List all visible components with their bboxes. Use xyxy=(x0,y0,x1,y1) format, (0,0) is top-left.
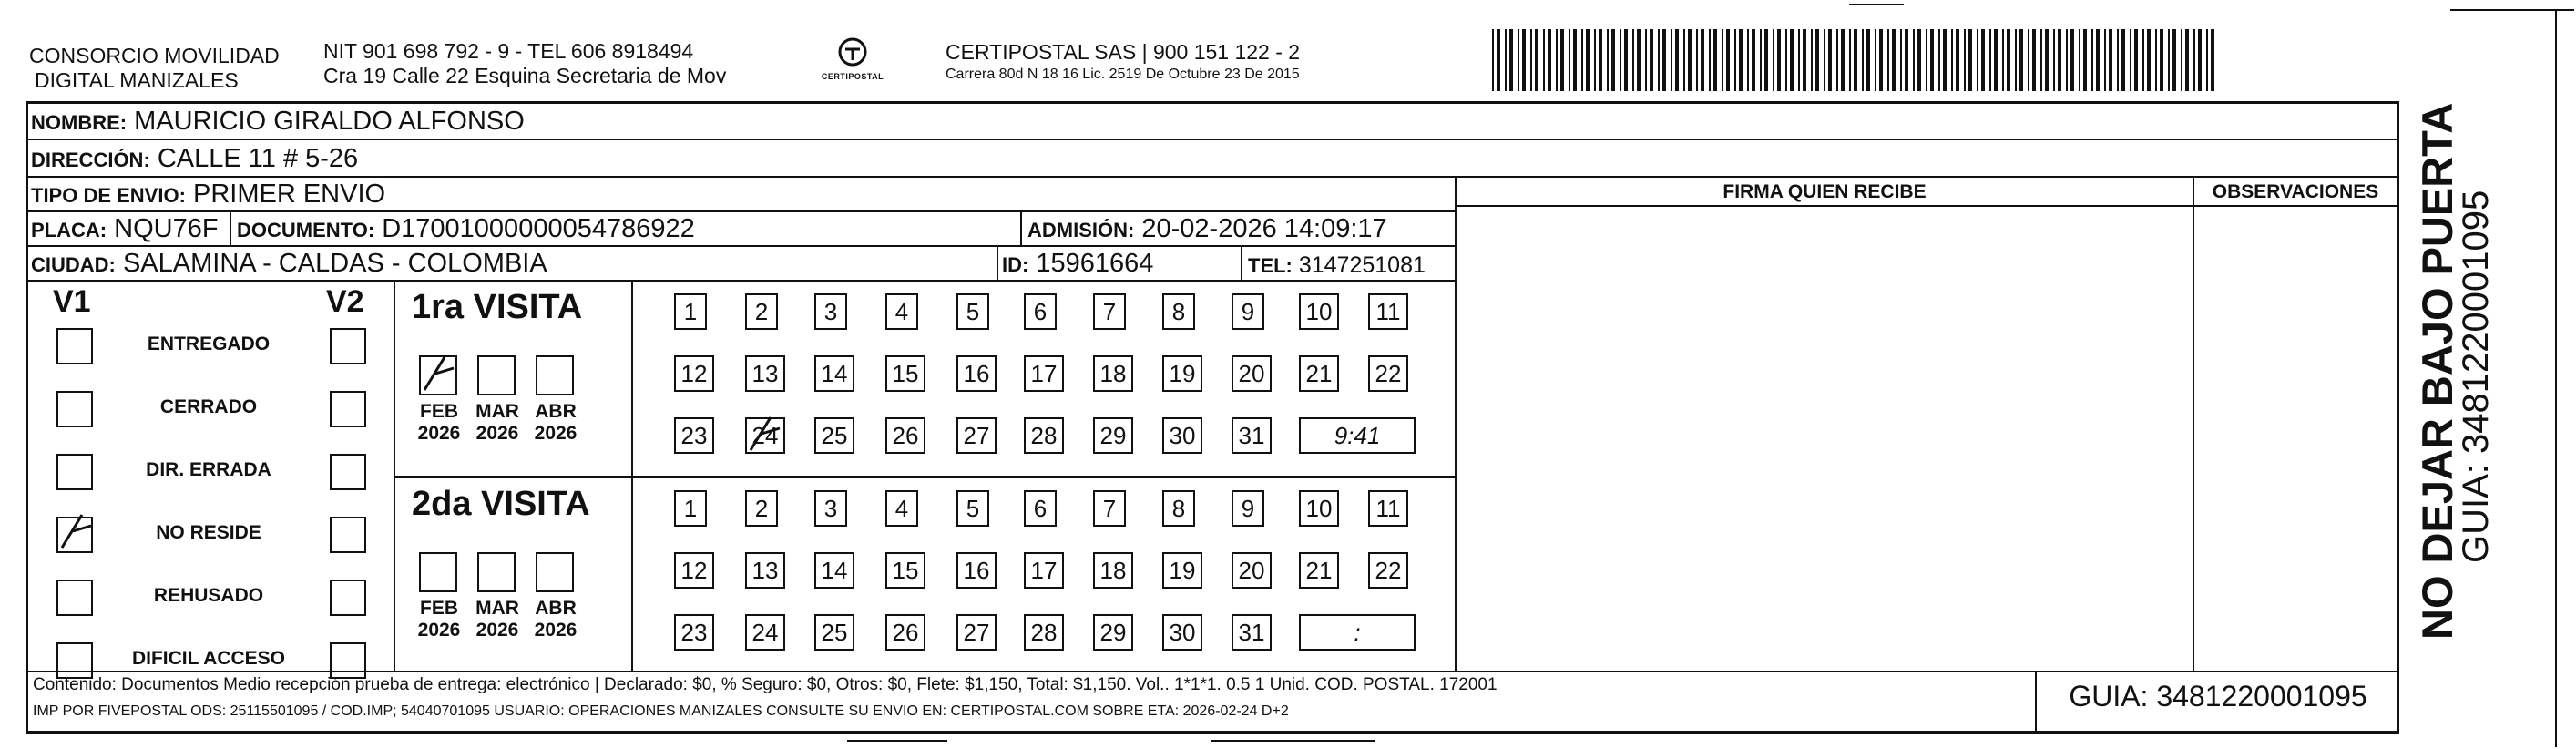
day-box[interactable]: 4 xyxy=(885,293,918,330)
barcode-bar xyxy=(1573,29,1577,91)
barcode-bar xyxy=(1828,29,1832,91)
day-box[interactable]: 27 xyxy=(956,417,997,454)
day-box[interactable]: 19 xyxy=(1162,552,1202,589)
barcode-bar xyxy=(2206,29,2208,91)
day-box[interactable]: 2 xyxy=(745,490,778,527)
company-contact xyxy=(323,39,726,88)
barcode-bar xyxy=(2066,29,2068,91)
name-value: MAURICIO GIRALDO ALFONSO xyxy=(134,107,525,136)
barcode-bar xyxy=(2198,29,2202,91)
visit-time[interactable]: : xyxy=(1299,614,1416,651)
barcode-bar xyxy=(1854,29,1857,91)
month-label: ABR xyxy=(535,598,577,619)
month-checkbox[interactable] xyxy=(536,552,574,592)
day-box[interactable]: 29 xyxy=(1093,614,1133,651)
observations-header: OBSERVACIONES xyxy=(2212,181,2379,202)
barcode-bar xyxy=(1968,29,1972,91)
visit-title: 1ra VISITA xyxy=(412,288,583,326)
barcode-bar xyxy=(2096,29,2100,91)
barcode-bar xyxy=(1709,29,1711,91)
barcode-bar xyxy=(1560,29,1564,91)
day-box[interactable]: 16 xyxy=(956,552,997,589)
month-label: FEB xyxy=(420,598,458,619)
document-row xyxy=(237,213,695,246)
nit-line: NIT 901 698 792 - 9 - TEL 606 8918494 xyxy=(323,39,694,63)
barcode-bar xyxy=(1569,29,1570,91)
barcode-bar xyxy=(1811,29,1813,91)
day-box[interactable]: 24 xyxy=(745,417,785,454)
address-line: Cra 19 Calle 22 Esquina Secretaria de Mov xyxy=(323,64,727,87)
month-label: ABR xyxy=(535,401,577,422)
v2-checkbox[interactable] xyxy=(330,642,366,679)
company-line-2: DIGITAL MANIZALES xyxy=(35,68,239,92)
day-box[interactable]: 18 xyxy=(1093,355,1133,392)
barcode-bar xyxy=(1658,29,1660,91)
day-box[interactable]: 17 xyxy=(1024,552,1064,589)
barcode-bar xyxy=(1752,29,1755,91)
barcode-bar xyxy=(1497,29,1500,91)
barcode-bar xyxy=(1645,29,1647,91)
barcode xyxy=(1492,29,2221,93)
barcode-bar xyxy=(1726,29,1730,91)
barcode-bar xyxy=(1926,29,1927,91)
barcode-bar xyxy=(2181,29,2182,91)
day-box[interactable]: 26 xyxy=(885,614,925,651)
barcode-bar xyxy=(2007,29,2010,91)
id-label: ID: xyxy=(1002,253,1029,276)
tel-label: TEL: xyxy=(1248,254,1293,277)
day-box[interactable]: 9 xyxy=(1232,490,1264,527)
barcode-bar xyxy=(2053,29,2055,91)
barcode-bar xyxy=(1624,29,1628,91)
barcode-bar xyxy=(1548,29,1551,91)
address-value: CALLE 11 # 5-26 xyxy=(157,144,359,173)
check-mark-icon xyxy=(417,354,459,395)
observations-area[interactable] xyxy=(2195,208,2396,670)
day-box[interactable]: 22 xyxy=(1368,552,1408,589)
barcode-bar xyxy=(2058,29,2061,91)
status-option-label: CERRADO xyxy=(159,396,258,417)
barcode-bar xyxy=(1875,29,1876,91)
barcode-bar xyxy=(2079,29,2080,91)
barcode-bar xyxy=(1943,29,1947,91)
barcode-bar xyxy=(2193,29,2195,91)
city-value: SALAMINA - CALDAS - COLOMBIA xyxy=(122,249,547,278)
barcode-bar xyxy=(1632,29,1634,91)
barcode-bar xyxy=(1760,29,1762,91)
barcode-bar xyxy=(1892,29,1896,91)
barcode-bar xyxy=(1556,29,1558,91)
barcode-bar xyxy=(1637,29,1641,91)
barcode-bar xyxy=(1599,29,1602,91)
day-box[interactable]: 29 xyxy=(1093,417,1133,454)
barcode-bar xyxy=(2142,29,2144,91)
barcode-bar xyxy=(2109,29,2112,91)
day-box[interactable]: 25 xyxy=(814,417,854,454)
barcode-bar xyxy=(1824,29,1825,91)
document-value: D17001000000054786922 xyxy=(382,214,695,243)
v1-checkbox[interactable] xyxy=(56,391,93,427)
logo-icon xyxy=(834,36,871,67)
day-box[interactable]: 8 xyxy=(1162,490,1195,527)
barcode-bar xyxy=(2172,29,2176,91)
company-line-1: CONSORCIO MOVILIDAD xyxy=(29,44,280,67)
city-row xyxy=(31,248,547,281)
barcode-bar xyxy=(2130,29,2131,91)
admission-value: 20-02-2026 14:09:17 xyxy=(1141,214,1387,243)
barcode-bar xyxy=(1989,29,1991,91)
side-guia: GUIA: 3481220001095 xyxy=(2456,190,2496,563)
day-box[interactable]: 27 xyxy=(956,614,997,651)
barcode-bar xyxy=(1964,29,1966,91)
day-box[interactable]: 30 xyxy=(1162,417,1202,454)
barcode-bar xyxy=(2045,29,2049,91)
barcode-bar xyxy=(1917,29,1921,91)
id-row xyxy=(1002,248,1153,281)
plate-row xyxy=(31,213,219,246)
barcode-bar xyxy=(1879,29,1883,91)
barcode-bar xyxy=(1535,29,1538,91)
day-box[interactable]: 1 xyxy=(674,293,707,330)
barcode-bar xyxy=(1683,29,1685,91)
footer-guia: GUIA: 3481220001095 xyxy=(2069,680,2367,713)
day-box[interactable]: 30 xyxy=(1162,614,1202,651)
visit-title: 2da VISITA xyxy=(412,485,590,523)
address-row xyxy=(31,143,358,176)
city-label: CIUDAD: xyxy=(31,253,116,276)
v1-header: V1 xyxy=(53,284,91,319)
day-box[interactable]: 5 xyxy=(956,490,989,527)
day-box[interactable]: 28 xyxy=(1024,417,1064,454)
check-mark-icon xyxy=(55,511,97,553)
v2-checkbox[interactable] xyxy=(330,391,366,427)
footer-print-info: IMP POR FIVEPOSTAL ODS: 25115501095 / COD.IMP; 54040701095 USUARIO: OPERACIONES MANIZALES CONSULTE SU ENVIO EN: CERTIPOSTAL.COM SOBRE ETA: 2026-02-24 D+2 xyxy=(33,703,1289,719)
barcode-bar xyxy=(1581,29,1583,91)
barcode-bar xyxy=(2117,29,2119,91)
barcode-bar xyxy=(2040,29,2042,91)
day-box[interactable]: 12 xyxy=(674,355,714,392)
day-box[interactable]: 7 xyxy=(1093,293,1126,330)
day-box[interactable]: 5 xyxy=(956,293,989,330)
barcode-bar xyxy=(2185,29,2189,91)
barcode-bar xyxy=(2211,29,2214,91)
barcode-bar xyxy=(1530,29,1532,91)
day-box[interactable]: 23 xyxy=(674,417,714,454)
barcode-bar xyxy=(1722,29,1723,91)
barcode-bar xyxy=(1662,29,1666,91)
day-box[interactable]: 2 xyxy=(745,293,778,330)
v2-checkbox[interactable] xyxy=(330,517,366,553)
barcode-bar xyxy=(2134,29,2138,91)
id-value: 15961664 xyxy=(1036,249,1154,278)
barcode-bar xyxy=(1900,29,1902,91)
name-row xyxy=(31,106,525,139)
v2-checkbox[interactable] xyxy=(330,580,366,616)
barcode-bar xyxy=(1790,29,1794,91)
month-year: 2026 xyxy=(534,423,578,444)
certipostal-line-2: Carrera 80d N 18 16 Lic. 2519 De Octubre 23 De 2015 xyxy=(946,67,1300,82)
barcode-bar xyxy=(1522,29,1526,91)
barcode-bar xyxy=(1543,29,1545,91)
tel-row xyxy=(1248,250,1426,282)
day-box[interactable]: 24 xyxy=(745,614,785,651)
day-box[interactable]: 1 xyxy=(674,490,707,527)
logo-text: CERTIPOSTAL xyxy=(821,72,884,81)
send-type-row xyxy=(31,179,385,211)
month-checkbox[interactable] xyxy=(477,355,516,395)
barcode-bar xyxy=(2155,29,2157,91)
day-box[interactable]: 19 xyxy=(1162,355,1202,392)
barcode-bar xyxy=(1586,29,1590,91)
certipostal-line-1: CERTIPOSTAL SAS | 900 151 122 - 2 xyxy=(946,40,1301,64)
barcode-bar xyxy=(1492,29,1494,91)
barcode-bar xyxy=(1815,29,1819,91)
barcode-bar xyxy=(1620,29,1621,91)
month-year: 2026 xyxy=(475,423,519,444)
plate-label: PLACA: xyxy=(31,219,107,241)
status-option-label: ENTREGADO xyxy=(147,333,271,354)
barcode-bar xyxy=(2002,29,2004,91)
barcode-bar xyxy=(1701,29,1704,91)
day-box[interactable]: 12 xyxy=(674,552,714,589)
status-option-label: REHUSADO xyxy=(153,585,264,606)
day-box[interactable]: 21 xyxy=(1299,355,1339,392)
tel-value: 3147251081 xyxy=(1298,252,1426,278)
day-box[interactable]: 20 xyxy=(1232,355,1272,392)
certipostal-info xyxy=(946,40,1300,85)
v1-checkbox[interactable] xyxy=(56,454,93,490)
company-name xyxy=(29,44,280,93)
send-type-label: TIPO DE ENVIO: xyxy=(31,184,186,207)
v2-checkbox[interactable] xyxy=(330,454,366,490)
barcode-bar xyxy=(1509,29,1513,91)
barcode-bar xyxy=(2083,29,2087,91)
barcode-bar xyxy=(1862,29,1864,91)
barcode-bar xyxy=(2091,29,2093,91)
barcode-bar xyxy=(1803,29,1806,91)
day-box[interactable]: 28 xyxy=(1024,614,1064,651)
barcode-bar xyxy=(1887,29,1889,91)
day-box[interactable]: 13 xyxy=(745,355,785,392)
day-box[interactable]: 31 xyxy=(1232,614,1272,651)
day-box[interactable]: 11 xyxy=(1368,490,1408,527)
month-label: MAR xyxy=(475,401,519,422)
barcode-bar xyxy=(1938,29,1940,91)
day-box[interactable]: 13 xyxy=(745,552,785,589)
month-year: 2026 xyxy=(417,423,461,444)
address-label: DIRECCIÓN: xyxy=(31,149,150,171)
barcode-bar xyxy=(1951,29,1953,91)
check-mark-icon xyxy=(743,414,785,456)
month-year: 2026 xyxy=(534,620,578,641)
day-box[interactable]: 8 xyxy=(1162,293,1195,330)
barcode-bar xyxy=(1930,29,1934,91)
signature-area[interactable] xyxy=(1457,208,2192,670)
day-box[interactable]: 15 xyxy=(885,355,925,392)
certipostal-logo xyxy=(811,36,894,81)
name-label: NOMBRE: xyxy=(31,111,128,134)
barcode-bar xyxy=(1734,29,1736,91)
day-box[interactable]: 9 xyxy=(1232,293,1264,330)
day-box[interactable]: 10 xyxy=(1299,490,1339,527)
barcode-bar xyxy=(2104,29,2106,91)
day-box[interactable]: 11 xyxy=(1368,293,1408,330)
barcode-bar xyxy=(1747,29,1749,91)
v2-header: V2 xyxy=(326,284,364,319)
barcode-bar xyxy=(1696,29,1698,91)
month-label: MAR xyxy=(475,598,519,619)
status-option-label: NO RESIDE xyxy=(156,522,261,543)
v2-checkbox[interactable] xyxy=(330,328,366,364)
barcode-bar xyxy=(1981,29,1985,91)
barcode-bar xyxy=(1611,29,1615,91)
month-checkbox[interactable] xyxy=(419,552,457,592)
side-warning: NO DEJAR BAJO PUERTA xyxy=(2413,102,2461,640)
barcode-bar xyxy=(2121,29,2125,91)
visit-time[interactable]: 9:41 xyxy=(1299,417,1416,454)
day-box[interactable]: 21 xyxy=(1299,552,1339,589)
v1-checkbox[interactable] xyxy=(56,642,93,679)
day-box[interactable]: 25 xyxy=(814,614,854,651)
barcode-bar xyxy=(1739,29,1743,91)
v1-checkbox[interactable] xyxy=(56,580,93,616)
month-year: 2026 xyxy=(417,620,461,641)
barcode-bar xyxy=(2015,29,2017,91)
barcode-bar xyxy=(2147,29,2151,91)
month-checkbox[interactable] xyxy=(477,552,516,592)
barcode-bar xyxy=(1688,29,1692,91)
footer-content: Contenido: Documentos Medio recepción prueba de entrega: electrónico | Declarado: $0, % Seguro: $0, Otros: $0, Flete: $1,150, Total: $1,150. Vol.. 1*1*1. 0.5 1 Unid. COD. POSTAL. 172001 xyxy=(33,675,1498,694)
barcode-bar xyxy=(2032,29,2036,91)
month-label: FEB xyxy=(420,401,458,422)
barcode-bar xyxy=(1977,29,1978,91)
day-box[interactable]: 15 xyxy=(885,552,925,589)
barcode-bar xyxy=(2070,29,2074,91)
barcode-bar xyxy=(1841,29,1845,91)
barcode-bar xyxy=(1866,29,1870,91)
day-box[interactable]: 31 xyxy=(1232,417,1272,454)
admission-row xyxy=(1027,213,1387,246)
day-box[interactable]: 23 xyxy=(674,614,714,651)
barcode-bar xyxy=(1956,29,1959,91)
day-box[interactable]: 22 xyxy=(1368,355,1408,392)
status-option-label: DIR. ERRADA xyxy=(146,459,271,480)
barcode-bar xyxy=(1913,29,1915,91)
day-box[interactable]: 14 xyxy=(814,355,854,392)
day-box[interactable]: 3 xyxy=(814,490,847,527)
barcode-bar xyxy=(1594,29,1596,91)
barcode-bar xyxy=(1773,29,1774,91)
barcode-bar xyxy=(1994,29,1998,91)
barcode-bar xyxy=(1518,29,1519,91)
barcode-bar xyxy=(1905,29,1908,91)
day-box[interactable]: 17 xyxy=(1024,355,1064,392)
day-box[interactable]: 20 xyxy=(1232,552,1272,589)
barcode-bar xyxy=(2168,29,2170,91)
status-option-label: DIFICIL ACCESO xyxy=(131,648,285,669)
barcode-bar xyxy=(1607,29,1609,91)
barcode-bar xyxy=(2028,29,2029,91)
send-type-value: PRIMER ENVIO xyxy=(192,180,386,209)
barcode-bar xyxy=(1671,29,1672,91)
day-box[interactable]: 7 xyxy=(1093,490,1126,527)
day-box[interactable]: 6 xyxy=(1024,293,1057,330)
barcode-bar xyxy=(1764,29,1768,91)
barcode-bar xyxy=(1650,29,1653,91)
month-checkbox[interactable] xyxy=(536,355,574,395)
barcode-bar xyxy=(1836,29,1838,91)
day-box[interactable]: 10 xyxy=(1299,293,1339,330)
plate-value: NQU76F xyxy=(114,214,219,243)
v1-checkbox[interactable] xyxy=(56,328,93,364)
barcode-bar xyxy=(1713,29,1717,91)
day-box[interactable]: 16 xyxy=(956,355,997,392)
barcode-bar xyxy=(1849,29,1851,91)
day-box[interactable]: 14 xyxy=(814,552,854,589)
barcode-bar xyxy=(2160,29,2163,91)
barcode-bar xyxy=(1798,29,1800,91)
day-box[interactable]: 4 xyxy=(885,490,918,527)
admission-label: ADMISIÓN: xyxy=(1027,219,1135,241)
day-box[interactable]: 3 xyxy=(814,293,847,330)
barcode-bar xyxy=(1785,29,1787,91)
signature-header: FIRMA QUIEN RECIBE xyxy=(1722,181,1927,202)
day-box[interactable]: 26 xyxy=(885,417,925,454)
barcode-bar xyxy=(2019,29,2023,91)
document-label: DOCUMENTO: xyxy=(237,219,375,241)
day-box[interactable]: 18 xyxy=(1093,552,1133,589)
month-year: 2026 xyxy=(475,620,519,641)
barcode-bar xyxy=(1675,29,1679,91)
day-box[interactable]: 6 xyxy=(1024,490,1057,527)
barcode-bar xyxy=(1505,29,1507,91)
barcode-bar xyxy=(1777,29,1781,91)
